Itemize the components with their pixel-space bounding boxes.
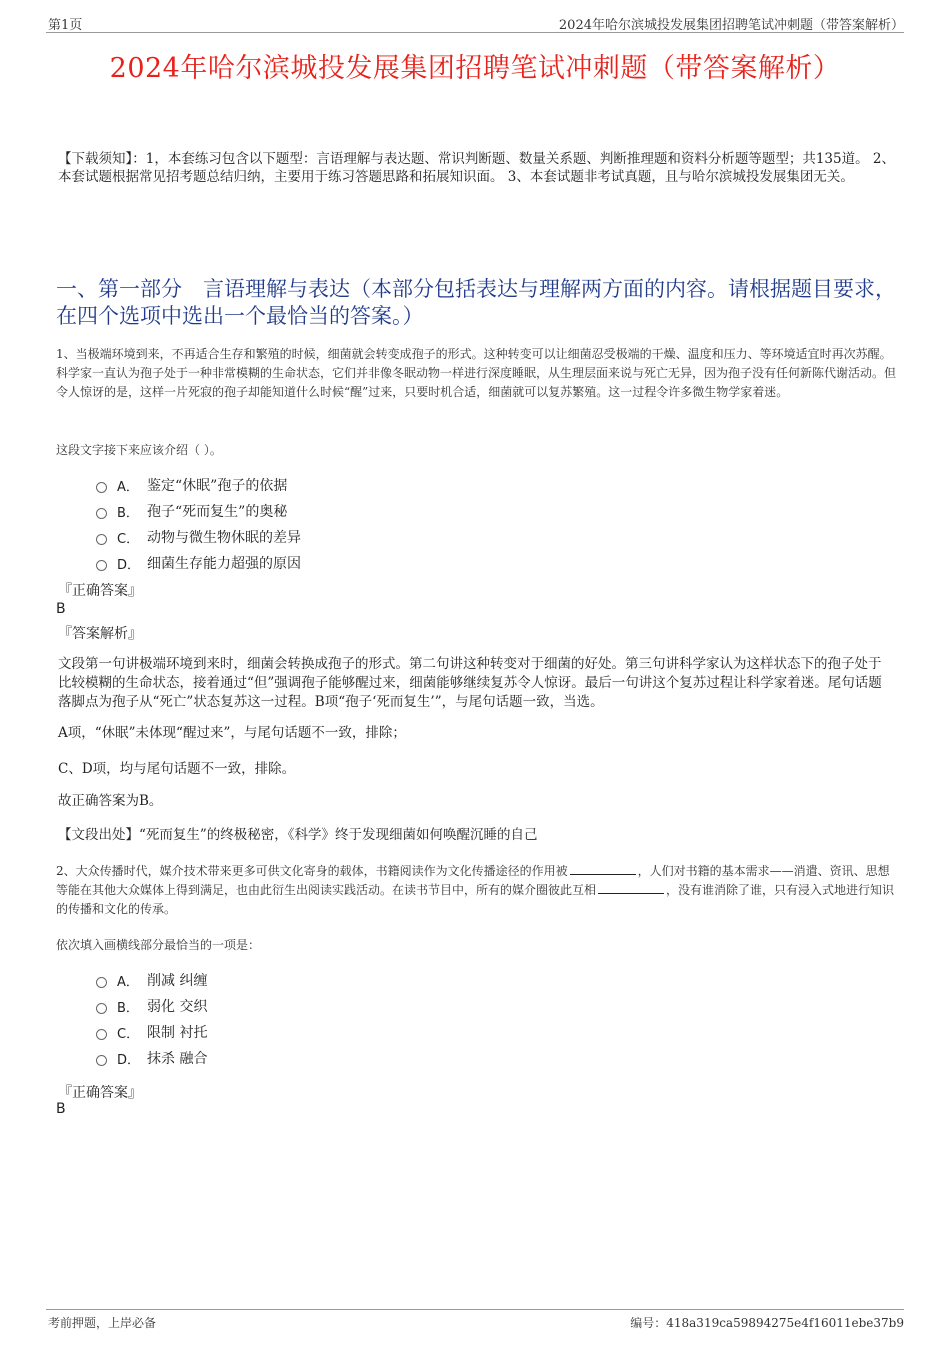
analysis-paragraph: C、D项，均与尾句话题不一致，排除。 — [58, 761, 296, 777]
radio-icon[interactable] — [96, 1055, 107, 1066]
radio-icon[interactable] — [96, 1003, 107, 1014]
radio-icon[interactable] — [96, 482, 107, 493]
section-title: 一、第一部分 言语理解与表达（本部分包括表达与理解两方面的内容。请根据题目要求，在四个选项中选出一个最恰当的答案。） — [56, 277, 896, 328]
page-number: 第1页 — [48, 18, 83, 33]
answer-label: 『正确答案』 — [58, 1085, 142, 1101]
option-d[interactable]: D． 细菌生存能力超强的原因 — [96, 550, 301, 576]
fill-blank — [598, 881, 664, 894]
option-c[interactable]: C． 限制 衬托 — [96, 1019, 207, 1045]
option-b[interactable]: B． 孢子“死而复生”的奥秘 — [96, 498, 301, 524]
answer-value: B — [56, 601, 66, 617]
radio-icon[interactable] — [96, 977, 107, 988]
question-1-text: 1、当极端环境到来，不再适合生存和繁殖的时候，细菌就会转变成孢子的形式。这种转变可以让细菌忍受极端的干燥、温度和压力、等环境适宜时再次苏醒。科学家一直认为孢子处于一种非常模糊的生命状态，它们并非像冬眠动物一样进行深度睡眠，从生理层面来说与死亡无异，因为孢子没有任何新陈代谢活动。但令人惊讶的是，这样一片死寂的孢子却能知道什么时候“醒”过来，只要时机合适，细菌就可以复苏繁殖。这一过程令许多微生物学家着迷。 — [56, 347, 897, 399]
question-1-options — [96, 472, 301, 576]
analysis-paragraph: A项，“休眠”未体现“醒过来”，与尾句话题不一致，排除； — [58, 725, 406, 741]
radio-icon[interactable] — [96, 508, 107, 519]
header-doc-title: 2024年哈尔滨城投发展集团招聘笔试冲刺题（带答案解析） — [558, 18, 904, 33]
analysis-paragraph: 文段第一句讲极端环境到来时，细菌会转换成孢子的形式。第二句讲这种转变对于细菌的好处。第三句讲科学家认为这样状态下的孢子处于比较模糊的生命状态，接着通过“但”强调孢子能够醒过来，细菌能够继续复苏令人惊讶。最后一句讲这个复苏过程让科学家着迷。尾句话题落脚点为孢子从“死亡”状态复苏这一过程。B项“孢子‘死而复生’”，与尾句话题一致，当选。 — [58, 656, 882, 710]
download-notice: 【下载须知】：1，本套练习包含以下题型：言语理解与表达题、常识判断题、数量关系题、判断推理题和资料分析题等题型；共135道。 2、本套试题根据常见招考题总结归纳，主要用于练习答题思路和拓展知识面。 3、本套试题非考试真题，且与哈尔滨城投发展集团无关。 — [58, 151, 895, 185]
footer-slogan: 考前押题，上岸必备 — [48, 1316, 157, 1330]
question-2-text: 2、大众传播时代，媒介技术带来更多可供文化寄身的载体，书籍阅读作为文化传播途径的作用被 ，人们对书籍的基本需求——消遣、资讯、思想等能在其他大众媒体上得到满足，也由此衍生出阅读实践活动。在读书节目中，所有的媒介圈彼此互相 ，没有谁消除了谁，只有浸入式地进行知识的传播和文化的传承。 — [56, 864, 895, 916]
source-citation: 【文段出处】“死而复生”的终极秘密，《科学》终于发现细菌如何唤醒沉睡的自己 — [58, 827, 538, 843]
question-2-prompt: 依次填入画横线部分最恰当的一项是： — [56, 938, 261, 952]
footer-divider — [46, 1309, 904, 1310]
question-1-prompt: 这段文字接下来应该介绍（ ）。 — [56, 443, 222, 457]
analysis-conclusion: 故正确答案为B。 — [58, 793, 163, 809]
analysis-label: 『答案解析』 — [58, 626, 142, 642]
radio-icon[interactable] — [96, 534, 107, 545]
option-a[interactable]: A． 鉴定“休眠”孢子的依据 — [96, 472, 301, 498]
question-2-options — [96, 967, 207, 1071]
fill-blank — [570, 862, 636, 875]
answer-label: 『正确答案』 — [58, 583, 142, 599]
header-divider — [46, 32, 904, 33]
page-title: 2024年哈尔滨城投发展集团招聘笔试冲刺题（带答案解析） — [109, 53, 841, 84]
answer-value: B — [56, 1101, 66, 1117]
radio-icon[interactable] — [96, 560, 107, 571]
radio-icon[interactable] — [96, 1029, 107, 1040]
option-d[interactable]: D． 抹杀 融合 — [96, 1045, 207, 1071]
option-b[interactable]: B． 弱化 交织 — [96, 993, 207, 1019]
option-c[interactable]: C． 动物与微生物休眠的差异 — [96, 524, 301, 550]
footer-doc-id: 编号：418a319ca59894275e4f16011ebe37b9 — [630, 1316, 904, 1330]
option-a[interactable]: A． 削减 纠缠 — [96, 967, 207, 993]
